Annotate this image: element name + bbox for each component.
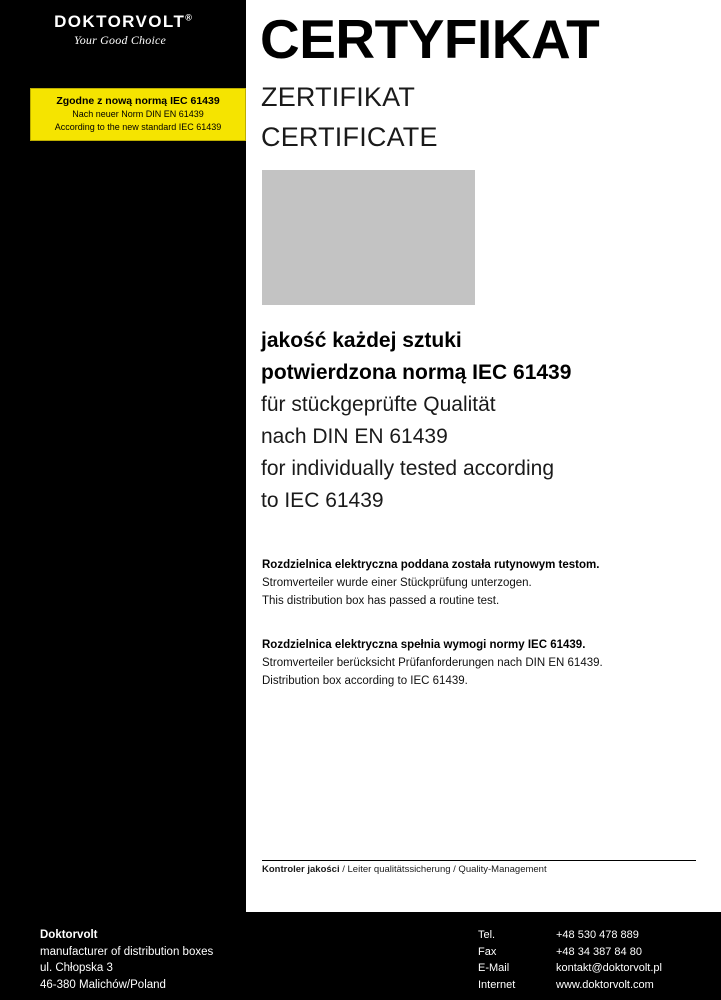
paragraph-standard-compliance xyxy=(262,636,712,690)
footer-address-line-2: ul. Chłopska 3 xyxy=(40,962,113,974)
paragraph2-pl: Rozdzielnica elektryczna spełnia wymogi normy IEC 61439. xyxy=(262,639,586,651)
signature-label xyxy=(262,864,547,875)
footer-address-line-3: 46-380 Malichów/Poland xyxy=(40,978,166,991)
norm-compliance-badge xyxy=(30,88,246,141)
footer-contact-value: +48 34 387 84 80 xyxy=(556,945,642,958)
footer-bar xyxy=(0,912,721,1000)
footer-contact-row xyxy=(478,977,662,994)
page-title: CERTYFIKAT xyxy=(260,8,600,70)
footer-contact-key: Fax xyxy=(478,945,497,958)
left-black-panel xyxy=(0,0,246,912)
page-title-de: ZERTIFIKAT xyxy=(261,82,416,112)
brand-name-text: DOKTORVOLT xyxy=(54,12,186,31)
page-title-en: CERTIFICATE xyxy=(261,122,438,152)
signature-label-pl: Kontroler jakości xyxy=(262,864,340,875)
statement-line-3: für stückgeprüfte Qualität xyxy=(261,393,496,416)
norm-badge-line-de: Nach neuer Norm DIN EN 61439 xyxy=(72,109,204,119)
brand-logo xyxy=(54,12,192,32)
paragraph2-de: Stromverteiler berücksicht Prüfanforderungen nach DIN EN 61439. xyxy=(262,657,603,669)
footer-contact-key: Internet xyxy=(478,978,516,991)
footer-address-block xyxy=(40,927,213,993)
statement-line-6: to IEC 61439 xyxy=(261,489,384,512)
statement-line-4: nach DIN EN 61439 xyxy=(261,425,448,448)
footer-contact-row xyxy=(478,927,662,944)
paragraph2-en: Distribution box according to IEC 61439. xyxy=(262,675,468,687)
brand-slogan: Your Good Choice xyxy=(73,33,167,47)
footer-address-line-1: manufacturer of distribution boxes xyxy=(40,945,214,958)
paragraph1-en: This distribution box has passed a routine test. xyxy=(262,595,500,607)
statement-line-5: for individually tested according xyxy=(261,457,554,480)
footer-email-value[interactable]: kontakt@doktorvolt.pl xyxy=(556,962,662,974)
signature-label-rest: / Leiter qualitätssicherung / Quality-Management xyxy=(339,864,547,875)
norm-badge-line-pl: Zgodne z nową normą IEC 61439 xyxy=(56,95,220,107)
product-image-placeholder xyxy=(262,170,475,305)
registered-mark: ® xyxy=(185,12,192,23)
brand-block xyxy=(0,12,246,48)
footer-company-name: Doktorvolt xyxy=(40,929,98,941)
certificate-content xyxy=(246,0,721,912)
certificate-statement xyxy=(261,325,711,517)
statement-line-2: potwierdzona normą IEC 61439 xyxy=(261,361,572,384)
footer-contact-key: Tel. xyxy=(478,929,496,941)
norm-badge-line-en: According to the new standard IEC 61439 xyxy=(54,122,222,132)
footer-website-value[interactable]: www.doktorvolt.com xyxy=(556,978,654,991)
signature-rule xyxy=(262,860,696,861)
footer-contact-block xyxy=(478,927,662,993)
footer-contact-value: +48 530 478 889 xyxy=(556,929,639,941)
paragraph-routine-test xyxy=(262,556,712,610)
paragraph1-pl: Rozdzielnica elektryczna poddana została rutynowym testom. xyxy=(262,559,600,571)
footer-contact-row xyxy=(478,944,662,961)
footer-contact-key: E-Mail xyxy=(478,962,510,974)
statement-line-1: jakość każdej sztuki xyxy=(261,329,462,352)
footer-contact-row xyxy=(478,960,662,977)
paragraph1-de: Stromverteiler wurde einer Stückprüfung unterzogen. xyxy=(262,577,532,589)
